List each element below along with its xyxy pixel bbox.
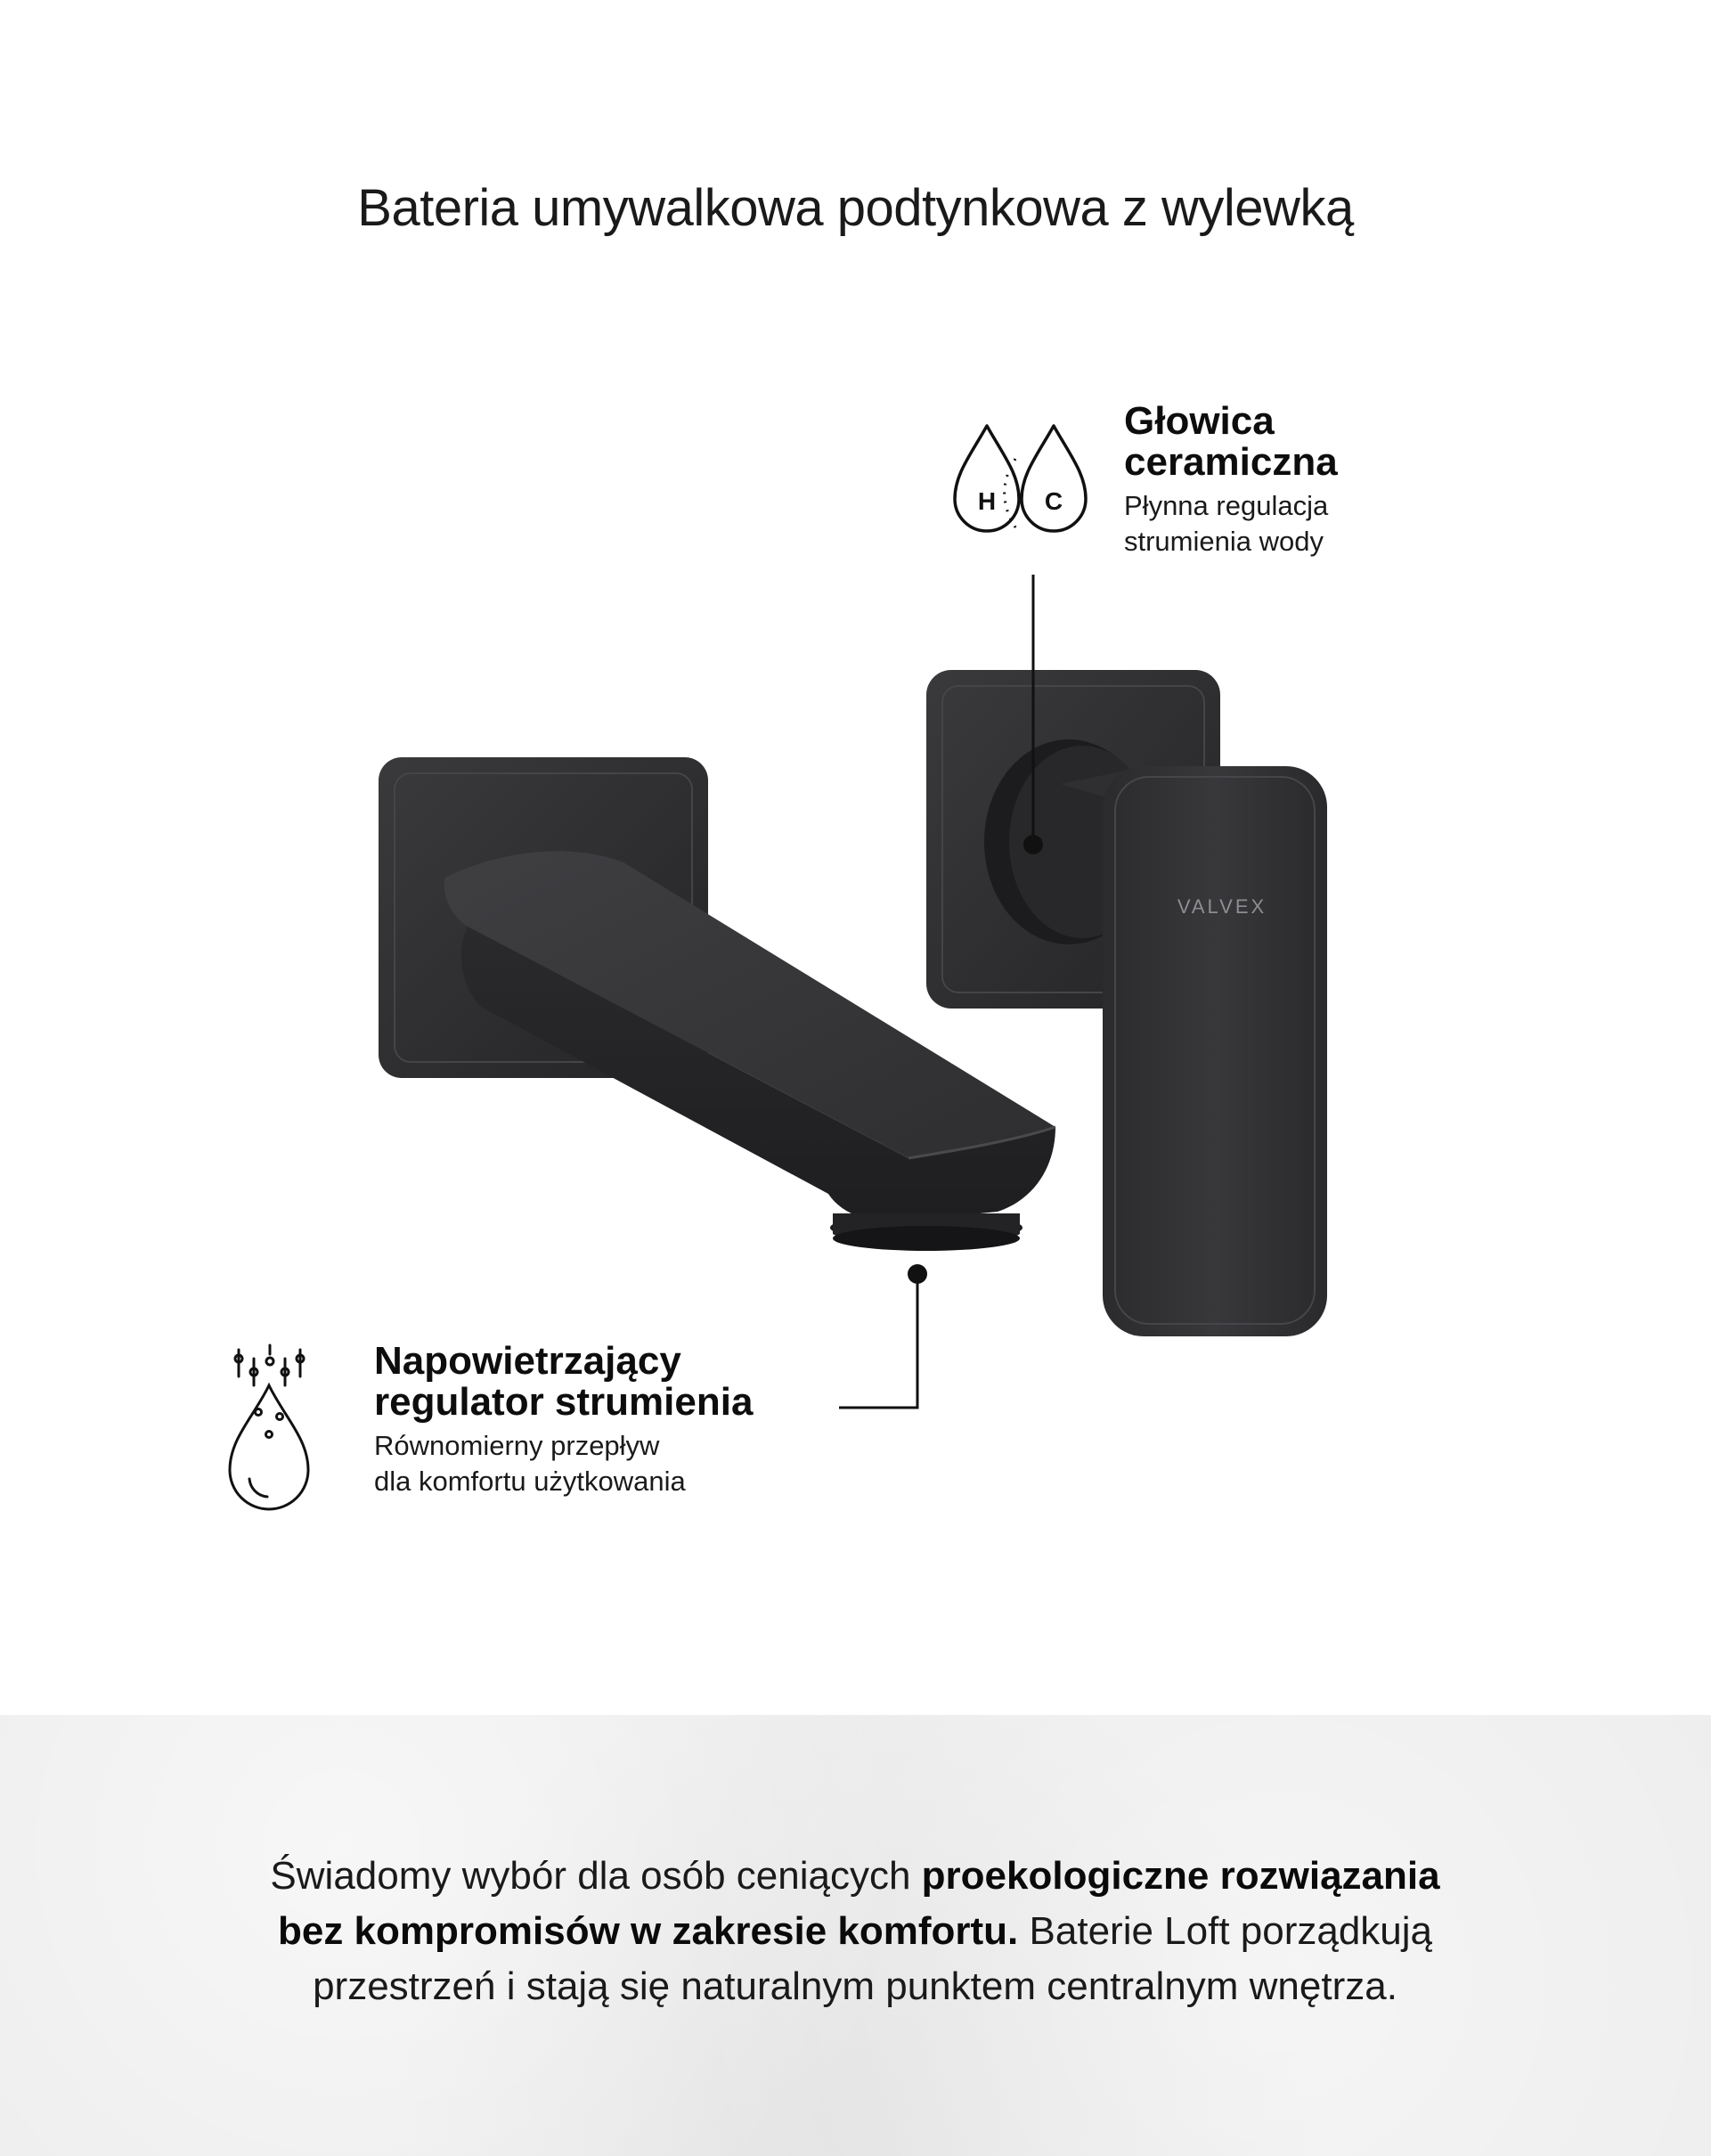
footer-text-bold1: proekologiczne rozwiązania [921, 1854, 1440, 1898]
footer-text-seg1: Świadomy wybór dla osób ceniących [270, 1854, 922, 1898]
callout-aerator-desc-1: Równomierny przepływ [374, 1430, 660, 1461]
svg-text:C: C [1044, 487, 1063, 515]
callout-aerator-title-2: regulator strumienia [374, 1380, 754, 1424]
brand-logo: VALVEX [1177, 895, 1267, 918]
footer-text [143, 1849, 1568, 2014]
callout-ceramic-desc-1: Płynna regulacja [1124, 490, 1329, 521]
callout-aerator [374, 1341, 873, 1499]
footer-text-bold2: bez kompromisów w zakresie komfortu. [277, 1909, 1019, 1953]
callout-aerator-desc-2: dla komfortu użytkowania [374, 1466, 686, 1497]
callout-aerator-title-1: Napowietrzający [374, 1339, 681, 1383]
aerated-water-drop-icon [230, 1345, 308, 1509]
footer-text-seg5: przestrzeń i stają się naturalnym punktem centralnym wnętrza. [313, 1964, 1397, 2008]
hot-cold-drops-icon [955, 426, 1086, 533]
callout-ceramic-title-2: ceramiczna [1124, 440, 1338, 484]
callout-ceramic-desc-2: strumienia wody [1124, 526, 1324, 557]
footer-text-seg4: Baterie Loft porządkują [1018, 1909, 1433, 1953]
callout-ceramic-cartridge [1124, 401, 1498, 559]
footer-band [0, 1715, 1711, 2156]
page-title: Bateria umywalkowa podtynkowa z wylewką [357, 179, 1354, 237]
svg-text:H: H [977, 487, 997, 515]
callout-ceramic-title-1: Głowica [1124, 399, 1275, 443]
